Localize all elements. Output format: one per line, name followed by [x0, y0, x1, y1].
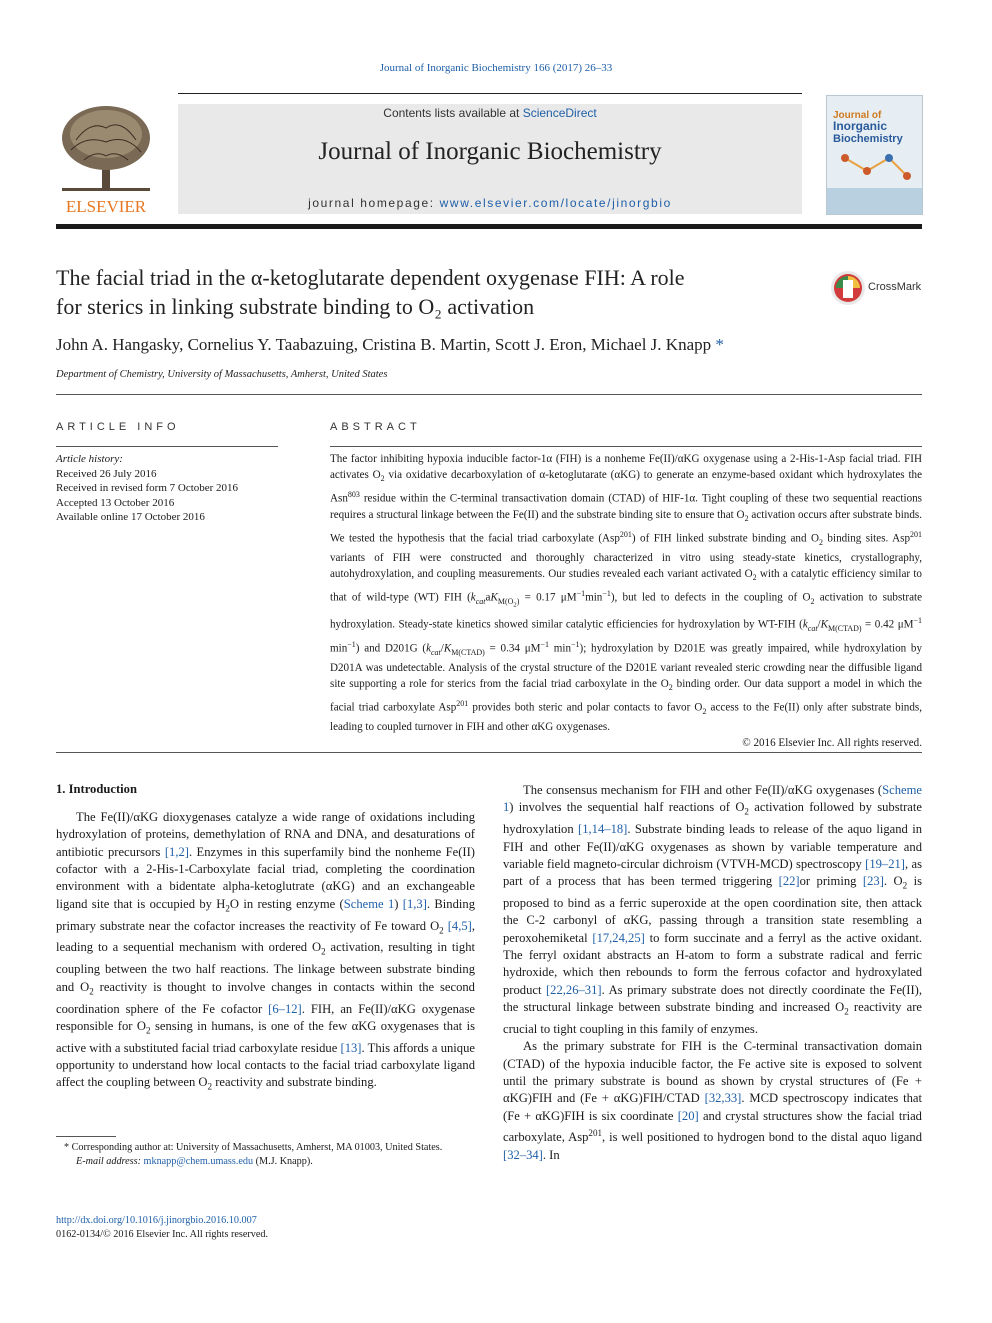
- intro-paragraph-1: The Fe(II)/αKG dioxygenases catalyze a wide range of oxidations including hydroxylation of proteins, demethylation of RNA and DNA, and desaturations of antibiotic precursors [1,2]. Enzymes in this superfamily bind the nonheme Fe(II) cofactor with a 2-His-1-Carboxylate facial triad, completing the coordination environment with a bidentate alpha-ketoglutrate (αKG) and an exchangeable ligand site that is occupied by $H_2O$ in resting enzyme (Scheme 1) [1,3]. Binding primary substrate near the cofactor increases the reactivity of Fe toward $O_2$ [4,5], leading to a sequential mechanism with ordered $O_2$ activation, resulting in tight coupling between the two half reactions. The linkage between substrate binding and $O_2$ reactivity is thought to involve changes in contacts within the second coordination sphere of the Fe cofactor [6–12]. FIH, an Fe(II)/αKG oxygenase responsible for $O_2$ sensing in humans, is one of the few αKG oxygenases that is active with a substituted facial triad carboxylate residue [13]. This affords a unique opportunity to understand how local contacts to the facial triad carboxylate ligand affect the coupling between $O_2$ reactivity and substrate binding.: [56, 810, 476, 1092]
- citation-link[interactable]: [6–12]: [268, 1001, 302, 1016]
- cover-title-1: Journal of: [833, 110, 882, 121]
- doi-link[interactable]: http://dx.doi.org/10.1016/j.jinorgbio.2016.10.007: [56, 1215, 257, 1226]
- author-names: John A. Hangasky, Cornelius Y. Taabazuing, Cristina B. Martin, Scott J. Eron, Michael J. Knapp: [56, 335, 712, 354]
- citation-link[interactable]: [20]: [677, 1108, 699, 1123]
- footnote-corresponding: * Corresponding author at: University of Massachusetts, Amherst, MA 01003, United States.: [64, 1142, 443, 1153]
- header-top-rule: [178, 93, 802, 94]
- journal-masthead: [178, 104, 802, 214]
- history-label: Article history:: [56, 453, 123, 465]
- corresponding-author-mark[interactable]: *: [715, 335, 724, 354]
- article-title-line-2: for sterics in linking substrate binding to O₂ activation: [56, 294, 535, 319]
- intro-paragraph-2: The consensus mechanism for FIH and other Fe(II)/αKG oxygenases (Scheme 1) involves the sequential half reactions of $O_2$ activation followed by substrate hydroxylation [1,14–18]. Substrate binding leads to release of the aquo ligand in FIH and other Fe(II)/αKG oxygenases as shown by variable temperature and variable field magneto-circular dichroism (VTVH-MCD) spectroscopy [19–21], as part of a process that has been termed triggering [22]or priming [23]. $O_2$ is proposed to bind as a ferric superoxide at the open coordination site, then attack the C-2 carbonyl of αKG, passing through a transition state resembling a peroxohemiketal [17,24,25] to form succinate and a ferryl as the active oxidant. The ferryl oxidant abstracts an H-atom to form a substrate radical and ferric hydroxide, which then rebounds to form the ferrous cofactor and hydroxylated product [22,26–31]. As primary substrate does not directly coordinate the Fe(II), the structural linkage between substrate binding and increased $O_2$ reactivity are crucial to tight coupling in this family of enzymes.: [503, 783, 922, 1037]
- citation-link[interactable]: [1,2]: [164, 844, 189, 859]
- homepage-prefix: journal homepage:: [308, 196, 440, 210]
- citation-link[interactable]: [1,3]: [402, 896, 427, 911]
- sciencedirect-link[interactable]: ScienceDirect: [522, 106, 597, 120]
- citation-link[interactable]: [23]: [862, 874, 884, 889]
- contents-line: [178, 106, 802, 120]
- history-accepted: Accepted 13 October 2016: [56, 496, 175, 509]
- abstract-body: [330, 452, 922, 752]
- article-title: [56, 263, 816, 321]
- citation-link[interactable]: [19–21]: [865, 856, 905, 871]
- affiliation-rule: [56, 394, 922, 395]
- email-suffix: (M.J. Knapp).: [253, 1156, 313, 1168]
- scheme-link[interactable]: Scheme 1: [343, 896, 395, 911]
- citation-link[interactable]: [4,5]: [447, 918, 472, 933]
- history-online: Available online 17 October 2016: [56, 511, 205, 524]
- citation-link[interactable]: [32–34]: [503, 1147, 543, 1162]
- abstract-rule: [330, 446, 922, 447]
- cover-title-3: Biochemistry: [833, 133, 903, 145]
- doi-block: [56, 1214, 268, 1243]
- author-list: [56, 335, 724, 355]
- email-label: E-mail address:: [76, 1156, 144, 1168]
- intro-paragraph-3: As the primary substrate for FIH is the C-terminal transactivation domain (CTAD) of the hypoxia inducible factor, the Fe active site is exposed to solvent until the primary substrate is bound as shown by crystal structures of (Fe + αKG)FIH and (Fe + αKG)FIH/CTAD [32,33]. MCD spectroscopy indicates that (Fe + αKG)FIH is six coordinate [20] and crystal structures show the facial triad carboxylate, Asp$^{201}$, is well positioned to hydrogen bond to the distal aquo ligand [32–34]. In: [503, 1039, 922, 1162]
- citation-link[interactable]: [17,24,25]: [592, 930, 645, 945]
- citation-link[interactable]: [22,26–31]: [545, 982, 602, 997]
- article-title-line-1: The facial triad in the α-ketoglutarate dependent oxygenase FIH: A role: [56, 265, 685, 290]
- scheme-link[interactable]: Scheme 1: [503, 783, 922, 815]
- section-heading-introduction: 1. Introduction: [56, 782, 137, 796]
- journal-homepage: [178, 196, 802, 210]
- history-revised: Received in revised form 7 October 2016: [56, 482, 239, 495]
- crossmark-button[interactable]: [830, 270, 926, 306]
- affiliation: Department of Chemistry, University of Massachusetts, Amherst, United States: [56, 369, 388, 380]
- crossmark-label: CrossMark: [868, 281, 922, 293]
- citation-link[interactable]: [22]: [778, 874, 800, 889]
- citation-link[interactable]: [13]: [340, 1040, 362, 1055]
- footnote-email: [56, 1155, 475, 1169]
- abstract-text: The factor inhibiting hypoxia inducible factor-1α (FIH) is a nonheme Fe(II)/αKG oxygenase using a 2-His-1-Asp facial triad. FIH activates $O_2$ via oxidative decarboxylation of α-ketoglutarate (αKG) to generate an enzyme-based oxidant which hydroxylates the Asn$^{803}$ residue within the C-terminal transactivation domain (CTAD) of HIF-1α. Tight coupling of these two sequential reactions requires a structural linkage between the Fe(II) and the substrate binding site to ensure that $O_2$ activation occurs after substrate binds. We tested the hypothesis that the facial triad carboxylate (Asp$^{201}$) of FIH linked substrate binding and $O_2$ binding sites. Asp$^{201}$ variants of FIH were constructed and thoroughly characterized in vitro using steady-state kinetics, crystallography, autohydroxylation, and coupling measurements. Our studies revealed each variant activated $O_2$ with a catalytic efficiency similar to that of wild-type (WT) FIH ($k_{cat}aK_{M(O_2)} = 0.17$ $\mu M^{-1}\min^{-1}$), but led to defects in the coupling of $O_2$ activation to substrate hydroxylation. Steady-state kinetics showed similar catalytic efficiencies for hydroxylation by WT-FIH ($k_{cat}/K_{M(CTAD)} = 0.42$ $\mu M^{-1}$ $\min^{-1}$) and D201G ($k_{cat}/K_{M(CTAD)} = 0.34$ $\mu M^{-1}$ $\min^{-1}$); hydroxylation by D201E was greatly impaired, while hydroxylation by D201A was undetectable. Analysis of the crystal structure of the D201E variant revealed steric crowding near the diffusible ligand site supporting a role for sterics from the facial triad carboxylate in the $O_2$ binding order. Our data support a model in which the facial triad carboxylate Asp$^{201}$ provides both steric and polar contacts to favor $O_2$ access to the Fe(II) only after substrate binds, leading to coupled turnover in FIH and other αKG oxygenases.: [330, 453, 923, 734]
- abstract-bottom-rule: [56, 752, 922, 753]
- footnote-rule: [56, 1136, 116, 1137]
- body-column-left: [56, 809, 475, 1096]
- journal-cover-image: [826, 95, 923, 215]
- footnote: [56, 1141, 475, 1170]
- header-separator: [56, 224, 922, 229]
- contents-prefix: Contents lists available at: [383, 106, 523, 120]
- cover-title-2: Inorganic: [833, 119, 888, 133]
- email-link[interactable]: mknapp@chem.umass.edu: [143, 1156, 254, 1168]
- elsevier-wordmark: ELSEVIER: [65, 197, 147, 216]
- abstract-heading: ABSTRACT: [330, 421, 421, 433]
- issn-copyright: 0162-0134/© 2016 Elsevier Inc. All rights reserved.: [56, 1229, 269, 1241]
- crossmark-icon: [830, 270, 866, 306]
- article-history: [56, 452, 286, 525]
- history-received: Received 26 July 2016: [56, 467, 157, 480]
- journal-citation[interactable]: Journal of Inorganic Biochemistry 166 (2017) 26–33: [379, 62, 613, 74]
- abstract-copyright: © 2016 Elsevier Inc. All rights reserved.: [742, 737, 922, 750]
- article-info-heading: ARTICLE INFO: [56, 421, 180, 433]
- body-column-right: [503, 782, 922, 1164]
- homepage-link[interactable]: www.elsevier.com/locate/jinorgbio: [439, 196, 672, 210]
- elsevier-logo: [56, 100, 156, 218]
- journal-title: Journal of Inorganic Biochemistry: [318, 138, 662, 165]
- citation-link[interactable]: [32,33]: [704, 1091, 742, 1106]
- citation-link[interactable]: [1,14–18]: [578, 822, 628, 837]
- article-info-rule: [56, 446, 278, 447]
